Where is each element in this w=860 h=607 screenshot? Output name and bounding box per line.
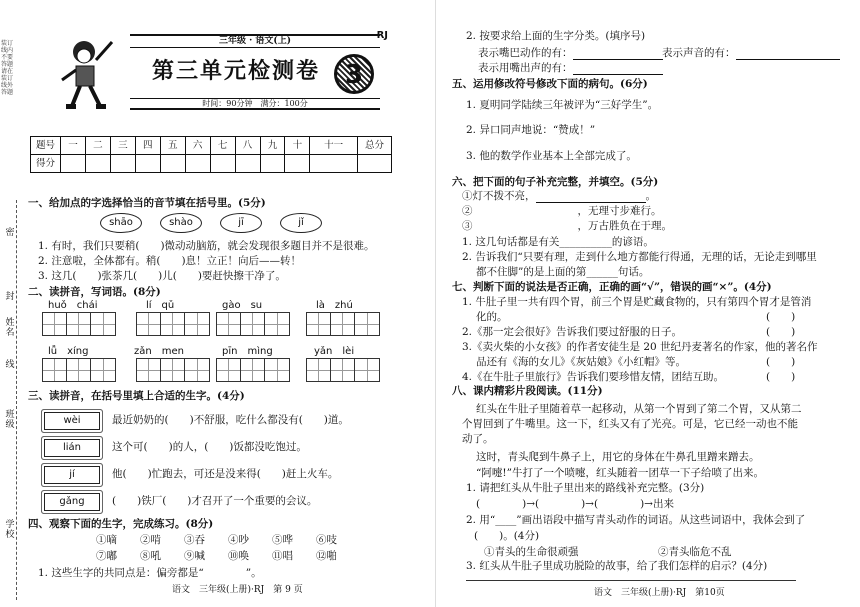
passage-line: 红头在牛肚子里随着草一起移动，从第一个胃到了第二个胃，又从第二 xyxy=(476,403,802,415)
time-score-strip: 时间：90分钟 满分：100分 xyxy=(130,98,380,110)
char-item: ①嘀 xyxy=(96,534,117,546)
left-footer: 语文 三年级(上册)·RJ 第 9 页 xyxy=(172,585,303,595)
pinyin-box: gǎng xyxy=(44,493,100,511)
score-table-score-row xyxy=(31,155,392,173)
score-row-label: 得分 xyxy=(31,155,61,173)
writing-grid[interactable] xyxy=(306,358,380,382)
score-cell[interactable] xyxy=(185,155,210,173)
score-header-cell: 总分 xyxy=(358,137,392,155)
writing-grid[interactable] xyxy=(216,312,290,336)
s5-sentence: 3. 他的数学作业基本上全部完成了。 xyxy=(466,150,637,162)
binding-note: 装订线内不要答题 请在装订线外答题 xyxy=(1,40,14,96)
char-item: ⑨喊 xyxy=(184,550,205,562)
writing-grid[interactable] xyxy=(136,312,210,336)
s7-line: 1. 牛肚子里一共有四个胃，前三个胃是贮藏食物的，只有第四个胃才是管消 xyxy=(462,296,812,308)
right-page xyxy=(448,0,852,607)
score-cell[interactable] xyxy=(110,155,135,173)
binding-dashed-line xyxy=(16,200,17,600)
s7-line: 2.《那一定会很好》告诉我们要过舒服的日子。 xyxy=(462,326,683,338)
s8-question-1: 1. 请把红头从牛肚子里出来的路线补充完整。(3分) xyxy=(466,482,705,494)
pinyin-prompt: lí qǔ xyxy=(146,300,175,311)
score-header-cell: 八 xyxy=(235,137,260,155)
char-item: ⑩唤 xyxy=(228,550,249,562)
answer-blank[interactable] xyxy=(536,192,646,203)
s3-line: 他( )忙跑去，可还是没来得( )赶上火车。 xyxy=(112,468,339,480)
s3-line: 这个可( )的人，( )饭都没吃饱过。 xyxy=(112,441,307,453)
title-header xyxy=(130,30,388,114)
s8-question-3: 3. 红头从牛肚子里成功脱险的故事，给了我们怎样的启示？(4分) xyxy=(466,560,768,572)
score-header-cell: 六 xyxy=(185,137,210,155)
mascot-illustration xyxy=(54,36,116,110)
section-5-heading: 五、运用修改符号修改下面的病句。(6分) xyxy=(452,78,648,90)
writing-grid[interactable] xyxy=(42,312,116,336)
section-2-heading: 二、读拼音，写词语。(8分) xyxy=(28,286,161,298)
score-header-cell: 三 xyxy=(110,137,135,155)
binding-label-xian: 线 xyxy=(5,360,15,370)
pinyin-bubble: jǐ xyxy=(280,213,322,233)
pinyin-prompt: là zhú xyxy=(316,300,353,311)
s7-line: 化的。 xyxy=(476,311,508,323)
option-1[interactable]: ①青头的生命很顽强 xyxy=(484,546,579,558)
binding-margin xyxy=(0,0,24,607)
s6-line: ③ ，万古胜负在于理。 xyxy=(462,220,672,232)
pinyin-box: wèi xyxy=(44,412,100,430)
char-row-1 xyxy=(96,534,360,547)
s6-line: 2. 告诉我们“只要有理，走到什么地方都能行得通，无理的话，无论走到哪里 xyxy=(462,251,817,263)
score-header-cell: 十一 xyxy=(310,137,358,155)
s7-line: 4.《在牛肚子里旅行》告诉我们要珍惜友情，团结互助。 xyxy=(462,371,725,383)
section-1-heading: 一、给加点的字选择恰当的音节填在括号里。(5分) xyxy=(28,197,266,209)
char-item: ②啃 xyxy=(140,534,161,546)
s8-question-2-cont: ( )。(4分) xyxy=(474,530,540,542)
pinyin-bubble: jī xyxy=(220,213,262,233)
score-header-cell: 一 xyxy=(61,137,86,155)
score-cell[interactable] xyxy=(285,155,310,173)
score-cell[interactable] xyxy=(85,155,110,173)
score-cell[interactable] xyxy=(235,155,260,173)
answer-blank[interactable] xyxy=(573,64,663,75)
answer-blank[interactable] xyxy=(736,49,840,60)
score-table xyxy=(30,136,392,173)
pinyin-prompt: gào su xyxy=(222,300,263,311)
judge-paren[interactable]: ( ) xyxy=(766,311,796,323)
score-cell[interactable] xyxy=(358,155,392,173)
pinyin-prompt: pīn mìng xyxy=(222,346,273,357)
pinyin-prompt: huǒ chái xyxy=(48,300,98,311)
s6-line: ② ，无理寸步难行。 xyxy=(462,205,662,217)
s8-question-2: 2. 用“____”画出语段中描写青头动作的词语。从这些词语中，我体会到了 xyxy=(466,514,806,526)
score-header-cell: 五 xyxy=(160,137,185,155)
s7-line: 品还有《海的女儿》《灰姑娘》《小红帽》等。 xyxy=(476,356,686,368)
score-cell[interactable] xyxy=(61,155,86,173)
section-4-heading: 四、观察下面的生字，完成练习。(8分) xyxy=(28,518,214,530)
s1-line: 1. 有时，我们只要稍( )微动动脑筋，就会发现很多题目并不是很难。 xyxy=(38,240,375,252)
s4-question-2: 2. 按要求给上面的生字分类。(填序号) xyxy=(466,30,646,42)
writing-grid[interactable] xyxy=(216,358,290,382)
edition-mark: RJ xyxy=(376,30,388,41)
s5-sentence: 1. 夏明同学陆续三年被评为“三好学生”。 xyxy=(466,99,659,111)
char-item: ⑤哗 xyxy=(272,534,293,546)
score-cell[interactable] xyxy=(260,155,285,173)
s3-line: 最近奶奶的( )不舒服，吃什么都没有( )道。 xyxy=(112,414,349,426)
char-row-2 xyxy=(96,550,360,563)
section-8-heading: 八、课内精彩片段阅读。(11分) xyxy=(452,385,603,397)
right-footer: 语文 三年级(上册)·RJ 第10页 xyxy=(594,588,725,598)
score-cell[interactable] xyxy=(210,155,235,173)
section-7-heading: 七、判断下面的说法是否正确，正确的画“√”，错误的画“×”。(4分) xyxy=(452,281,772,293)
judge-paren[interactable]: ( ) xyxy=(766,371,796,383)
s6-line: 1. 这几句话都是有关__________的谚语。 xyxy=(462,236,654,248)
page-title: 第三单元检测卷 xyxy=(152,59,321,84)
score-cell[interactable] xyxy=(310,155,358,173)
score-header-cell: 题号 xyxy=(31,137,61,155)
grade-strip: 三年级 · 语文(上) xyxy=(130,34,380,48)
score-header-cell: 二 xyxy=(85,137,110,155)
s6-line: 都不住脚”的是上面的第______句话。 xyxy=(476,266,650,278)
category-mouth-action: 表示嘴巴动作的有： xyxy=(478,47,663,60)
s5-sentence: 2. 异口同声地说：“赞成！” xyxy=(466,124,596,136)
s3-line: ( )铁厂( )才召开了一个重要的会议。 xyxy=(112,495,318,507)
pinyin-box: jí xyxy=(44,466,100,484)
char-item: ⑧吼 xyxy=(140,550,161,562)
section-6-heading: 六、把下面的句子补充完整，并填空。(5分) xyxy=(452,176,659,188)
s6-line: ①灯不拨不亮， 。 xyxy=(462,190,656,202)
s4-question-1: 1. 这些生字的共同点是：偏旁都是“ ”。 xyxy=(38,567,262,579)
score-header-cell: 十 xyxy=(285,137,310,155)
pinyin-prompt: lǚ xíng xyxy=(48,346,89,357)
category-sound: 表示声音的有： xyxy=(662,47,840,60)
char-item: ④吵 xyxy=(228,534,249,546)
option-2[interactable]: ②青头临危不乱 xyxy=(658,546,732,558)
char-item: ⑥吱 xyxy=(316,534,337,546)
passage-line: 动了。 xyxy=(462,433,494,445)
score-table-header-row xyxy=(31,137,392,155)
writing-grid[interactable] xyxy=(42,358,116,382)
score-header-cell: 七 xyxy=(210,137,235,155)
passage-line: 个胃回到了牛嘴里。这一下，红头又有了光亮。可是，它已经一动也不能 xyxy=(462,418,798,430)
score-cell[interactable] xyxy=(160,155,185,173)
score-cell[interactable] xyxy=(135,155,160,173)
s1-line: 2. 注意啦，全体都有。稍( )息！立正！向后——转！ xyxy=(38,255,302,267)
route-answer[interactable]: ( )→( )→( )→出来 xyxy=(476,498,674,510)
answer-blank[interactable] xyxy=(573,49,663,60)
passage-line: 这时，青头爬到牛鼻子上，用它的身体在牛鼻孔里蹭来蹭去。 xyxy=(476,451,760,463)
binding-label-feng: 封 xyxy=(5,292,15,302)
pinyin-prompt: zǎn men xyxy=(134,346,184,357)
char-item: ③吞 xyxy=(184,534,205,546)
page-divider xyxy=(435,0,436,607)
char-item: ⑦嘟 xyxy=(96,550,117,562)
section-3-heading: 三、读拼音，在括号里填上合适的生字。(4分) xyxy=(28,390,245,402)
s1-line: 3. 这几( )张茶几( )儿( )要赶快擦干净了。 xyxy=(38,270,286,282)
char-item: ⑫啪 xyxy=(316,550,337,562)
pinyin-box: lián xyxy=(44,439,100,457)
pinyin-prompt: yǎn lèi xyxy=(314,346,355,357)
s7-line: 3.《卖火柴的小女孩》的作者安徒生是 20 世纪丹麦著名的作家，他的著名作 xyxy=(462,341,818,353)
name-field-label: 姓名 xyxy=(5,318,15,338)
pinyin-bubble: shào xyxy=(160,213,202,233)
answer-line[interactable] xyxy=(466,580,796,581)
category-mouth-sound: 表示用嘴出声的有： xyxy=(478,62,663,75)
writing-grid[interactable] xyxy=(136,358,210,382)
school-field-label: 学校 xyxy=(5,520,15,540)
score-header-cell: 九 xyxy=(260,137,285,155)
writing-grid[interactable] xyxy=(306,312,380,336)
judge-paren[interactable]: ( ) xyxy=(766,326,796,338)
left-page xyxy=(24,0,426,607)
class-field-label: 班级 xyxy=(5,410,15,430)
judge-paren[interactable]: ( ) xyxy=(766,356,796,368)
passage-line: “阿嚏!”牛打了一个喷嚏，红头随着一团草一下子给喷了出来。 xyxy=(476,467,764,479)
unit-number-badge: 3 xyxy=(334,54,374,94)
char-item: ⑪唱 xyxy=(272,550,293,562)
binding-label-mi: 密 xyxy=(5,228,15,238)
score-header-cell: 四 xyxy=(135,137,160,155)
pinyin-bubble: shāo xyxy=(100,213,142,233)
